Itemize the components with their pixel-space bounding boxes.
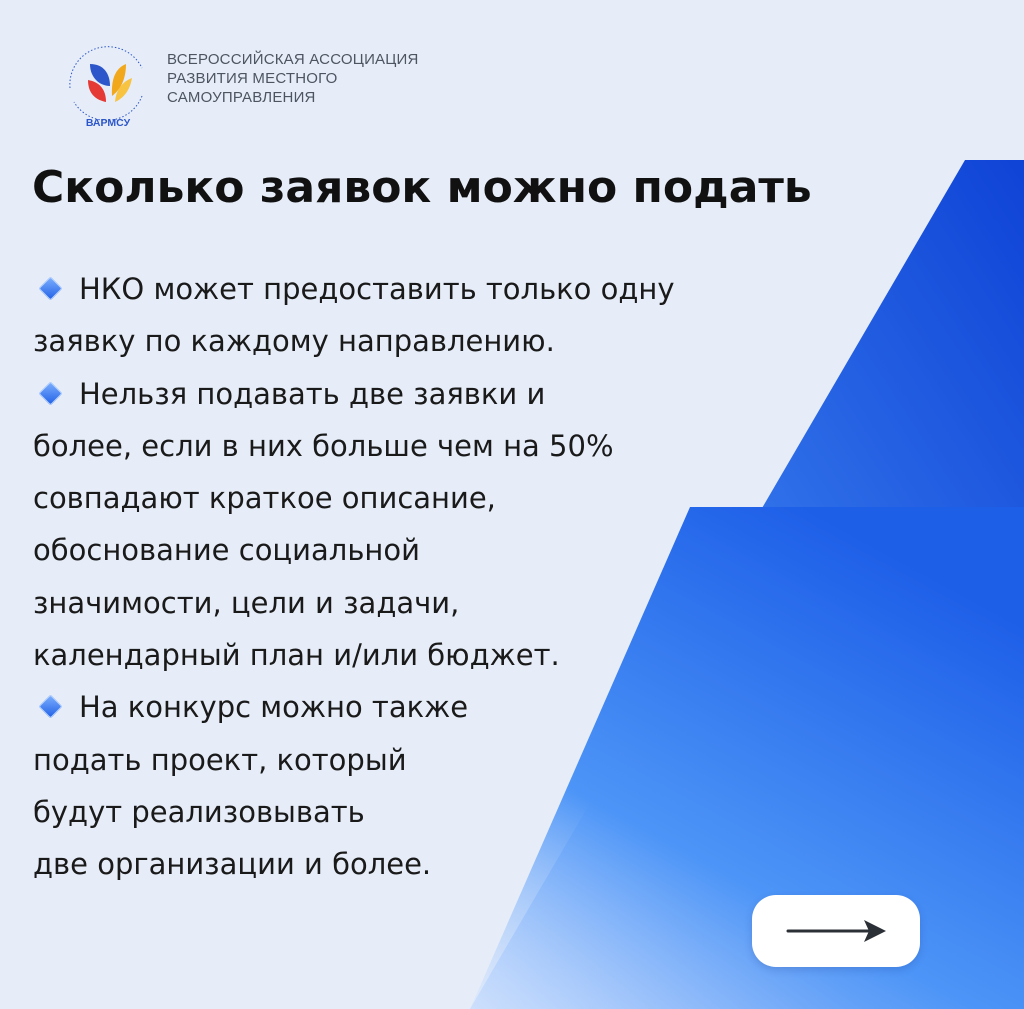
paragraph-text: заявку по каждому направлению. (33, 324, 555, 359)
paragraph-text: календарный план и/или бюджет. (33, 638, 560, 673)
paragraph-text: совпадают краткое описание, (33, 481, 496, 516)
paragraph-text: две организации и более. (33, 847, 432, 882)
paragraph-text: обоснование социальной (33, 533, 420, 568)
paragraph-text: НКО может предоставить только одну (79, 272, 675, 306)
paragraph-text: более, если в них больше чем на 50% (33, 428, 614, 463)
paragraph-text: будут реализовывать (33, 794, 365, 829)
org-name (167, 50, 487, 107)
text-line (33, 368, 873, 420)
diamond-bullet-icon (38, 381, 62, 405)
paragraph-text: значимости, цели и задачи, (33, 585, 460, 620)
paragraph-text: подать проект, который (33, 742, 407, 777)
paragraph-text: Нельзя подавать две заявки и (79, 376, 546, 411)
text-line (33, 263, 873, 315)
org-name-line: РАЗВИТИЯ МЕСТНОГО (167, 70, 338, 87)
logo-abbr: ВАРМСУ (85, 117, 131, 129)
paragraph-text: На конкурс можно также (79, 690, 469, 725)
next-button[interactable] (752, 895, 920, 967)
diamond-bullet-icon (38, 276, 62, 300)
org-header (60, 40, 480, 130)
arrow-right-icon (780, 916, 892, 946)
body-text (33, 263, 873, 891)
varmsu-logo (60, 40, 156, 130)
page-title: Сколько заявок можно подать (32, 162, 812, 213)
diamond-bullet-icon (38, 695, 62, 719)
org-name-line: САМОУПРАВЛЕНИЯ (167, 89, 316, 106)
text-line (33, 681, 873, 733)
org-name-line: ВСЕРОССИЙСКАЯ АССОЦИАЦИЯ (167, 51, 419, 68)
